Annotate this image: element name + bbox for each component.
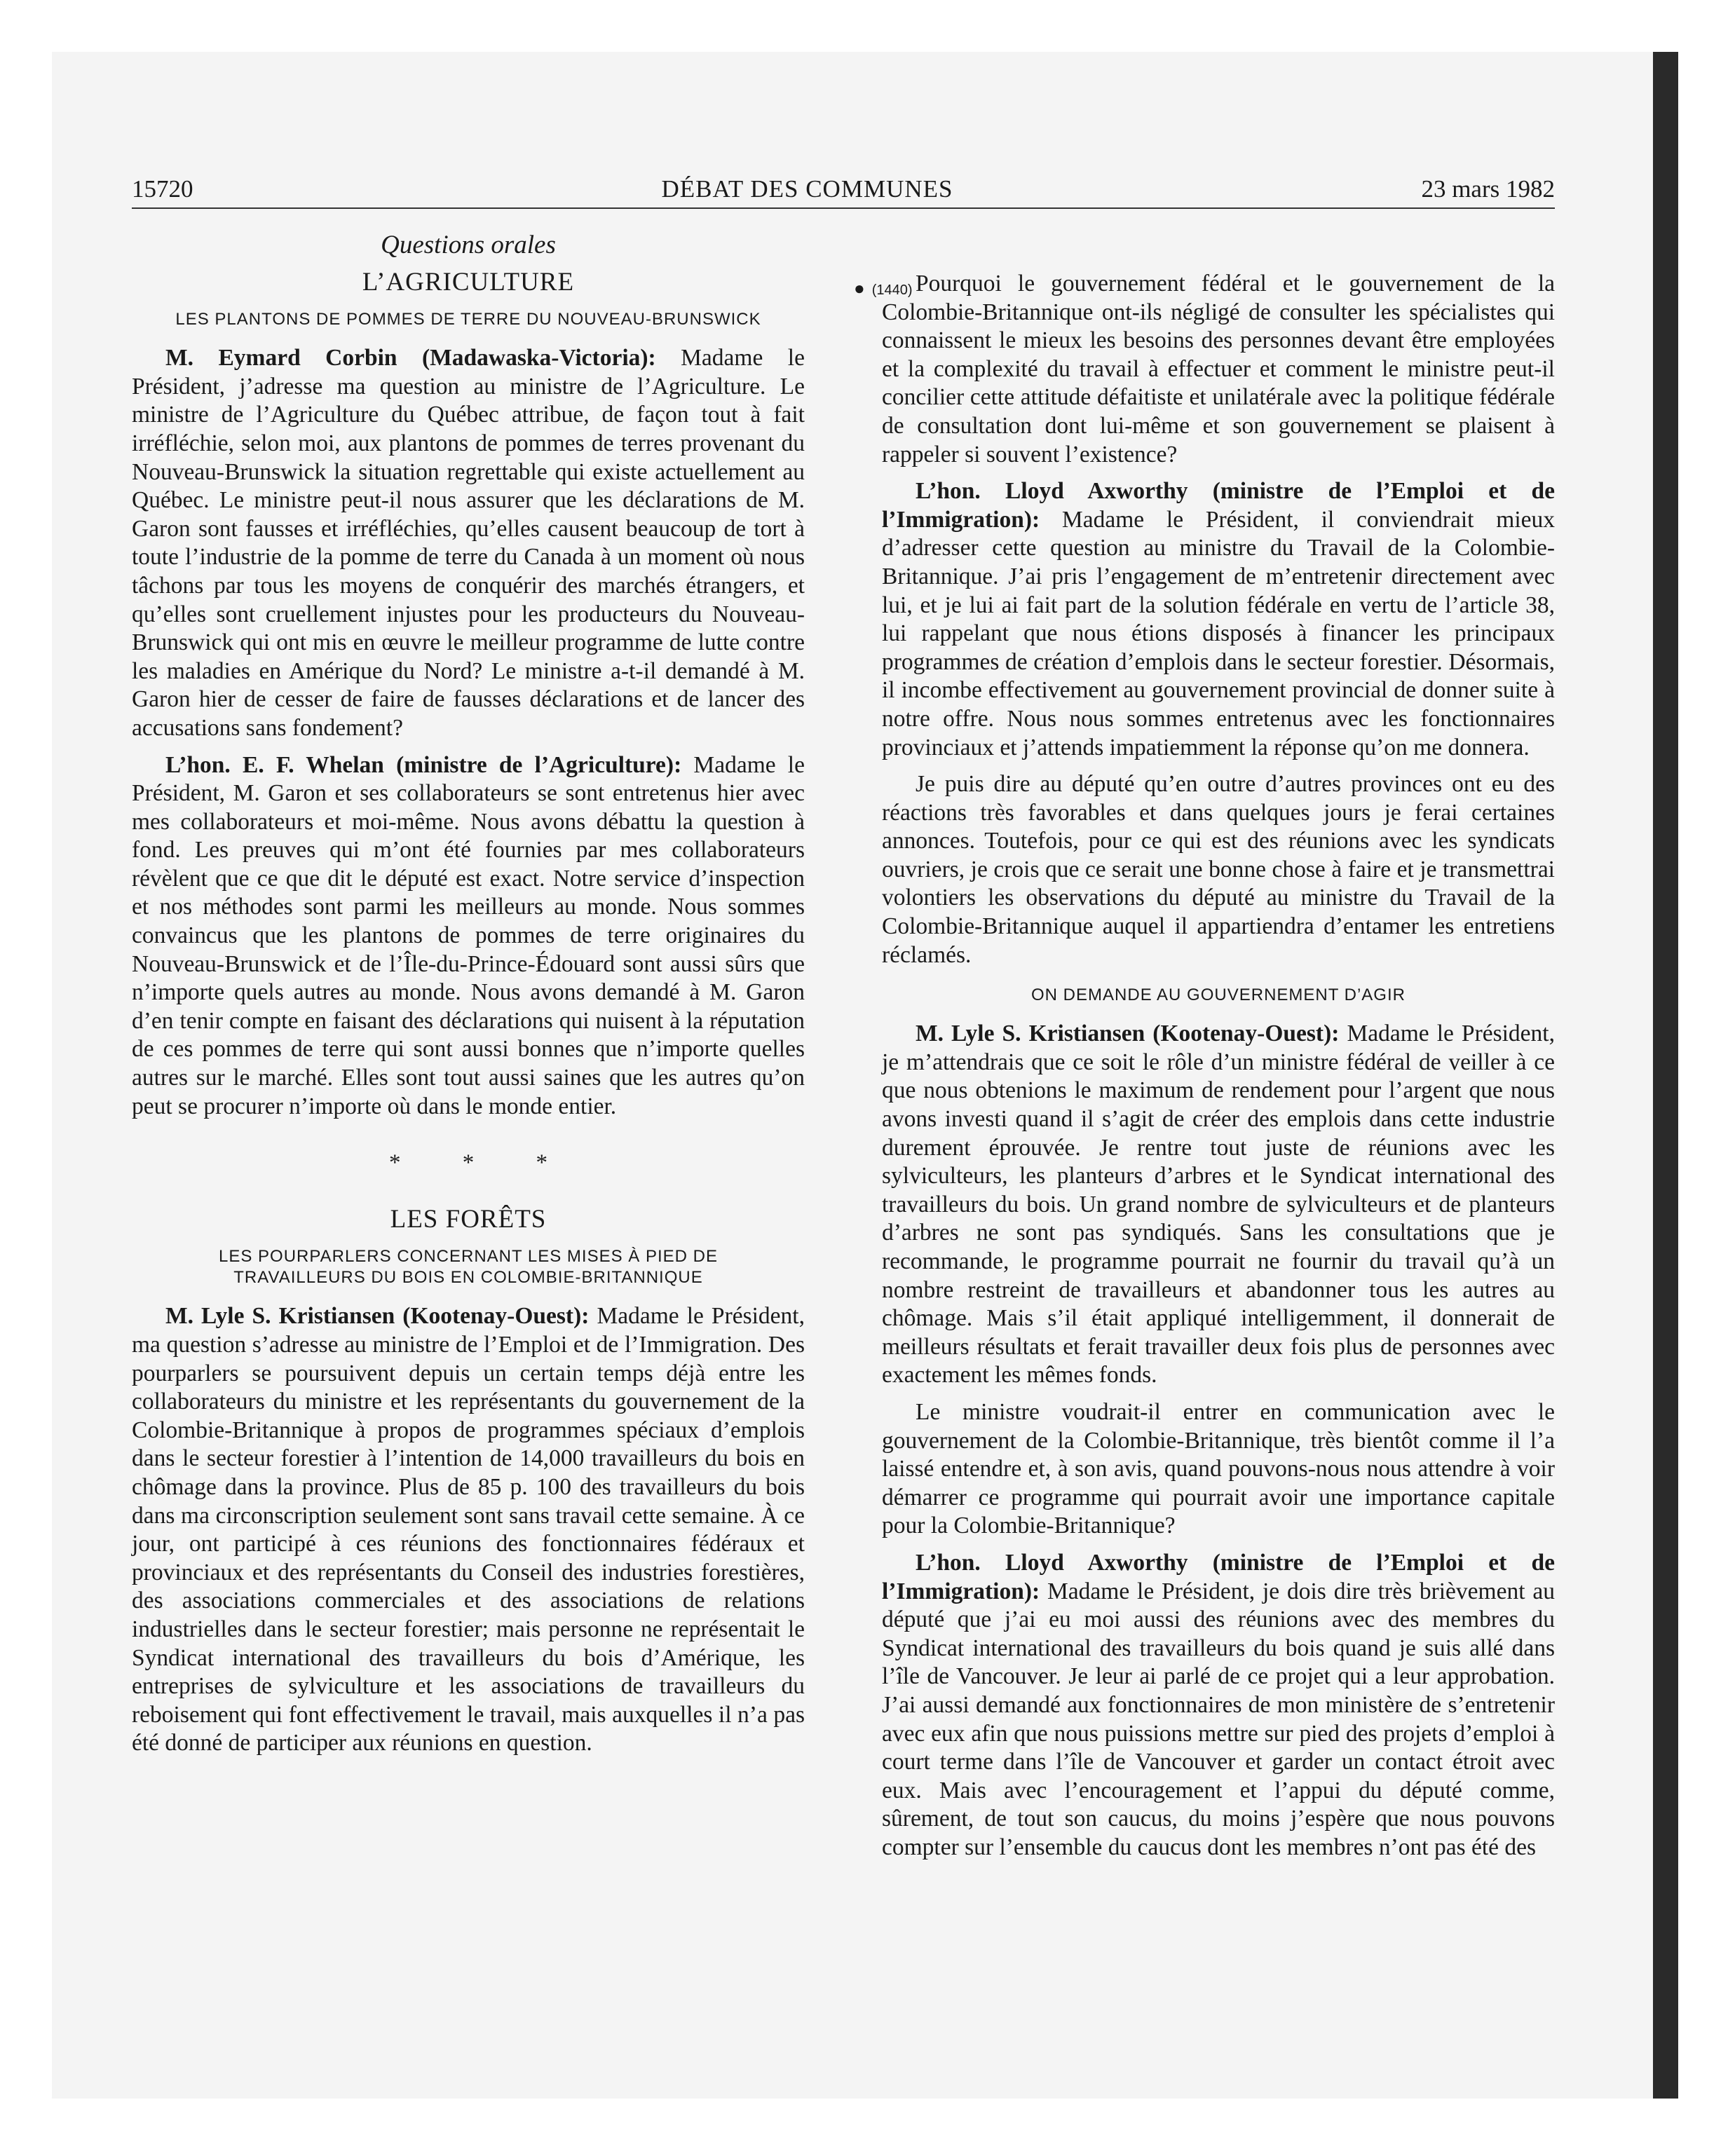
speaker-name: L’hon. E. F. Whelan (ministre de l’Agriculture):: [165, 751, 682, 778]
paragraph-whelan: [132, 751, 805, 1121]
speaker-name: M. Eymard Corbin (Madawaska-Victoria):: [165, 345, 656, 371]
speech-text: Pourquoi le gouvernement fédéral et le gouvernement de la Colombie-Britannique ont-ils négligé de consulter les spécialistes qui connaissent le mieux les besoins des personnes devant être employées et la complexité du travail à effectuer et comment le ministre peut-il concilier cette attitude défaitiste et unilatérale avec la politique fédérale de consultation dont lui-même et son gouvernement se plaisent à rappeler si souvent l’existence?: [882, 271, 1555, 468]
paragraph-corbin: [132, 344, 805, 742]
bullet-icon: ●: [854, 278, 865, 299]
paragraph-kristiansen-cont: [882, 270, 1555, 469]
speech-text: Je puis dire au député qu’en outre d’autres provinces ont eu des réactions très favorables et dans quelques jours je ferai certaines annonces. Toutefois, pour ce qui est des réunions avec les syndicats ouvriers, je crois que ce serait une bonne chose à faire et je transmettrai volontiers les observations du député au ministre du Travail de la Colombie-Britannique auquel il appartiendra d’entamer les entretiens réclamés.: [882, 771, 1555, 968]
paragraph-kristiansen-2: [882, 1020, 1555, 1390]
section-label: Questions orales: [381, 231, 556, 259]
section-title-forets: LES FORÊTS: [390, 1204, 547, 1234]
speaker-name: M. Lyle S. Kristiansen (Kootenay-Ouest):: [165, 1303, 590, 1330]
subsection-title-gouvernement: ON DEMANDE AU GOUVERNEMENT D’AGIR: [1031, 985, 1406, 1005]
section-title-agriculture: L’AGRICULTURE: [362, 267, 575, 296]
speaker-name: L’hon. Lloyd Axworthy (ministre de l’Emploi et de l’Immigration):: [882, 1549, 1555, 1604]
paragraph-kristiansen: [132, 1302, 805, 1758]
section-separator: * * *: [389, 1150, 576, 1176]
speech-text: Madame le Président, je m’attendrais que ce soit le rôle d’un ministre fédéral de veiller à ce que nous obtenions le maximum de rendement pour l’argent que nous avons investi quand il s’agit de créer des emplois dans cette industrie durement éprouvée. Je rentre tout juste de réunions avec les sylviculteurs, les planteurs d’arbres et le Syndicat international des travailleurs du bois. Un grand nombre de sylviculteurs et de planteurs d’arbres ne sont pas syndiqués. Sans les consultations que je recommande, le programme pourrait ne fournir du travail qu’à un nombre restreint de travailleurs et abandonner tous les autres au chômage. Mais s’il était appliqué intelligemment, il donnerait de meilleurs résultats et ferait travailler deux fois plus de personnes avec exactement les mêmes fonds.: [882, 1021, 1555, 1389]
paragraph-kristiansen-2-cont: [882, 1398, 1555, 1541]
speech-text: Le ministre voudrait-il entrer en communication avec le gouvernement de la Colombie-Britannique, très bientôt comme il l’a laissé entendre et, à son avis, quand pouvons-nous nous attendre à voir démarrer ce programme qui pourrait avoir une importance capitale pour la Colombie-Britannique?: [882, 1398, 1555, 1539]
subsection-title-plantons: LES PLANTONS DE POMMES DE TERRE DU NOUVEAU-BRUNSWICK: [175, 310, 761, 329]
page-header: [132, 175, 1555, 209]
speech-text: Madame le Président, ma question s’adresse au ministre de l’Emploi et de l’Immigration. Des pourparlers se poursuivent depuis un certain temps déjà entre les collaborateurs du ministre et les représentants du gouvernement de la Colombie-Britannique à propos de programmes spéciaux d’emplois dans le secteur forestier à l’intention de 14,000 travailleurs du bois en chômage dans la province. Plus de 85 p. 100 des travailleurs du bois dans ma circonscription seulement sont sans travail cette semaine. À ce jour, ont participé à ces réunions des fonctionnaires fédéraux et provinciaux et des représentants du Conseil des industries forestières, des associations commerciales et des associations de relations industrielles dans le secteur forestier; mais personne ne représentait le Syndicat international des travailleurs du bois d’Amérique, les entreprises de sylviculture et les associations de travailleurs du reboisement qui font effectivement le travail, mais auxquelles il n’a pas été donné de participer aux réunions en question.: [132, 1303, 805, 1756]
speaker-name: L’hon. Lloyd Axworthy (ministre de l’Emploi et de l’Immigration):: [882, 478, 1555, 533]
paragraph-axworthy-1: [882, 477, 1555, 762]
speech-text: Madame le Président, j’adresse ma question au ministre de l’Agriculture. Le ministre de l’Agriculture du Québec attribue, de façon tout à fait irréfléchie, selon moi, aux plantons de pommes de terres provenant du Nouveau-Brunswick la situation regrettable qui existe actuellement au Québec. Le ministre peut-il nous assurer que les déclarations de M. Garon sont fausses et irréfléchies, qu’elles causent beaucoup de tort à toute l’industrie de la pomme de terre du Canada à un moment où nous tâchons par tous les moyens de conquérir des marchés étrangers, et qu’elles sont cruellement injustes pour les producteurs du Nouveau-Brunswick qui ont mis en œuvre le meilleur programme de lutte contre les maladies en Amérique du Nord? Le ministre a-t-il demandé à M. Garon hier de cesser de faire de fausses déclarations et de lancer des accusations sans fondement?: [132, 345, 805, 741]
speech-text: Madame le Président, M. Garon et ses collaborateurs se sont entretenus hier avec mes collaborateurs et moi-même. Nous avons débattu la question à fond. Les preuves qui m’ont été fournies par mes collaborateurs révèlent que ce que dit le député est exact. Notre service d’inspection et nos méthodes sont parmi les meilleurs au monde. Nous sommes convaincus que les plantons de pommes de terre originaires du Nouveau-Brunswick et de l’Île-du-Prince-Édouard sont aussi sûrs que n’importe quels autres au monde. Nous avons demandé à M. Garon d’en tenir compte en faisant des déclarations qui nuisent à la réputation de ces pommes de terre qui sont aussi bonnes que n’importe quelles autres sur le marché. Elles sont tout aussi saines que les autres qu’on peut se procurer n’importe où dans le monde entier.: [132, 751, 805, 1119]
publication-date: 23 mars 1982: [1421, 175, 1555, 203]
page-edge-shadow: [1653, 52, 1678, 2099]
publication-title: DÉBAT DES COMMUNES: [661, 175, 953, 203]
paragraph-axworthy-1-cont: [882, 770, 1555, 969]
speech-text: Madame le Président, il conviendrait mieux d’adresser cette question au ministre du Travail de la Colombie-Britannique. J’ai pris l’engagement de m’entretenir directement avec lui, et je lui ai fait part de la solution fédérale en vertu de l’article 38, lui rappelant que nous étions disposés à financer les principaux programmes de création d’emplois dans le secteur forestier. Désormais, il incombe effectivement au gouvernement provincial de donner suite à notre offre. Nous nous sommes entretenus avec les fonctionnaires provinciaux et j’attends impatiemment la réponse qu’on me donnera.: [882, 506, 1555, 760]
paragraph-axworthy-2: [882, 1549, 1555, 1862]
subsection-title-pourparlers: LES POURPARLERS CONCERNANT LES MISES À PIED DE TRAVAILLEURS DU BOIS EN COLOMBIE-BRITANNIQUE: [219, 1247, 718, 1288]
time-marker-text: (1440): [871, 282, 913, 298]
page-number: 15720: [132, 175, 193, 203]
speaker-name: M. Lyle S. Kristiansen (Kootenay-Ouest):: [916, 1021, 1340, 1047]
speech-text: Madame le Président, je dois dire très brièvement au député que j’ai eu moi aussi des réunions avec des membres du Syndicat international des travailleurs du bois quand je suis allé dans l’île de Vancouver. Je leur ai parlé de ce projet qui a leur approbation. J’ai aussi demandé aux fonctionnaires de mon ministère de s’entretenir avec eux afin que nous puissions mettre sur pied des projets d’emploi à court terme dans l’île de Vancouver et garder un contact étroit avec eux. Mais avec l’encouragement et l’appui du député comme, sûrement, de tout son caucus, du moins j’espère que nous pouvons compter sur l’ensemble du caucus dont les membres n’ont pas été des: [882, 1578, 1555, 1860]
right-column: [882, 270, 1555, 1870]
left-column: [132, 231, 805, 1766]
